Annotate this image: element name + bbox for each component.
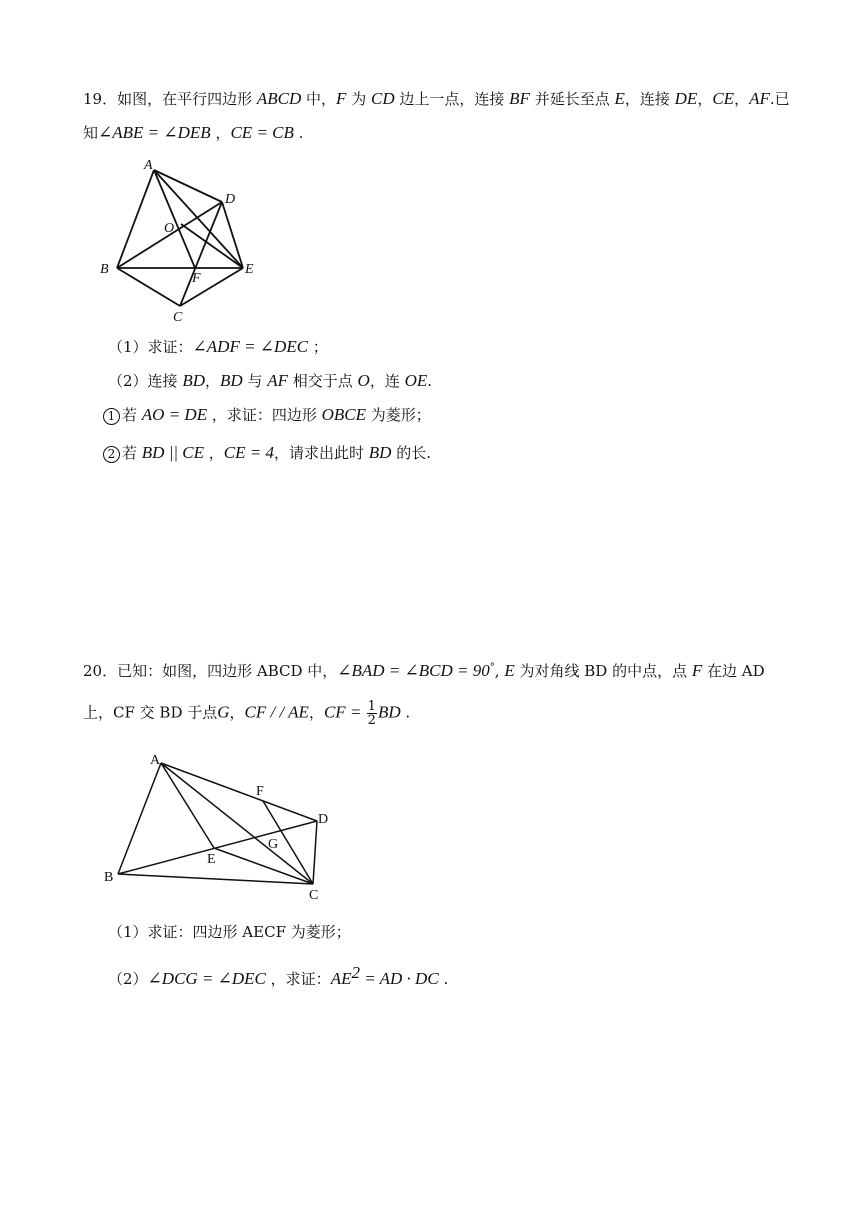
circled-number-2: 2 <box>103 446 120 463</box>
q20-seg-AD <box>161 763 317 821</box>
q20-stem-line2: 上，CF 交 BD 于点G，CF / / AE，CF = $\frac{1}{2}$ BD . <box>83 699 411 728</box>
q20-label-B: B <box>104 870 114 885</box>
q19-seg-DE <box>222 202 243 268</box>
q19-seg-BC <box>117 268 180 306</box>
q20-seg-AE <box>161 763 214 848</box>
q20-seg-BD <box>118 821 317 874</box>
q20-seg-EC <box>214 848 313 884</box>
q19-figure <box>95 155 275 325</box>
q19-stem-line2: 知∠ABE = ∠DEB ，CE = CB . <box>83 123 304 142</box>
q20-seg-AB <box>118 763 161 874</box>
q20-seg-BC <box>118 874 313 884</box>
q19-label-B: B <box>100 262 109 277</box>
q19-seg-AE <box>154 170 243 268</box>
q19-label-E: E <box>245 262 254 277</box>
q20-label-E: E <box>207 852 216 867</box>
q19-seg-CE <box>180 268 243 306</box>
q20-figure <box>100 745 340 905</box>
q19-part2: （2）连接 BD，BD 与 AF 相交于点 O，连 OE. <box>108 371 433 390</box>
q19-label-O: O <box>164 221 175 236</box>
q19-seg-OE <box>181 224 243 268</box>
q19-part1: （1）求证：∠ADF = ∠DEC ； <box>108 337 328 356</box>
fraction-one-half: $\frac{1}{2}$ <box>367 699 376 728</box>
q19-seg-AB <box>117 170 154 268</box>
q19-label-F: F <box>192 271 201 286</box>
q20-label-G: G <box>268 837 279 852</box>
q20-seg-AC <box>161 763 313 884</box>
q20-stem-line1: 20．已知：如图，四边形 ABCD 中，∠BAD = ∠BCD = 90°, E 为对角线 BD 的中点，点 F 在边 AD <box>83 661 765 680</box>
q19-label-D: D <box>225 192 236 207</box>
q19-seg-AD <box>154 170 222 202</box>
q19-subpart2: 2 若 BD || CE ，CE = 4，请求出此时 BD 的长. <box>103 442 431 464</box>
q19-label-C: C <box>173 310 183 325</box>
q20-part1: （1）求证：四边形 AECF 为菱形； <box>108 923 351 941</box>
q19-seg-AF <box>154 170 195 268</box>
q20-label-D: D <box>318 812 329 827</box>
q20-label-A: A <box>150 753 161 768</box>
q20-part2: （2）∠DCG = ∠DEC ，求证：$AE^2$ = AD · DC . <box>108 963 449 988</box>
circled-number-1: 1 <box>103 408 120 425</box>
q20-seg-CD <box>313 821 317 884</box>
q19-label-A: A <box>144 158 153 173</box>
q19-seg-CD <box>180 202 222 306</box>
q19-subpart1: 1 若 AO = DE ，求证：四边形 OBCE 为菱形； <box>103 404 431 426</box>
q20-label-F: F <box>256 784 264 799</box>
q20-label-C: C <box>309 888 319 903</box>
q19-stem-line1: 19．如图，在平行四边形 ABCD 中，F 为 CD 边上一点，连接 BF 并延长至点 E，连接 DE，CE，AF.已 <box>83 89 790 108</box>
